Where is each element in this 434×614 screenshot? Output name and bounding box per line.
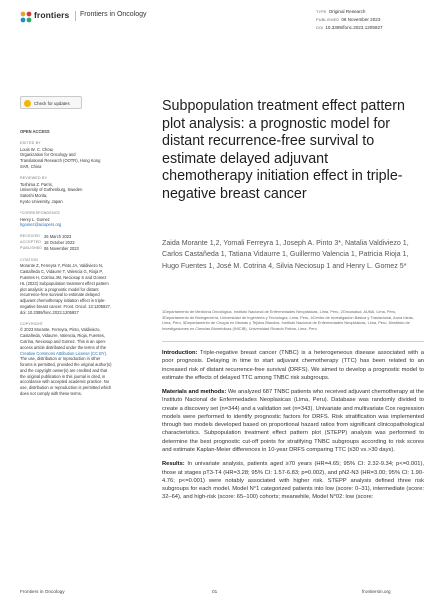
edited-by-line: SAR, China <box>20 163 42 169</box>
copyright-label: COPYRIGHT <box>20 321 44 326</box>
abstract-results: Results: In univariate analysis, patients aged ≥70 years (HR=4.65; 95% CI: 2.32-9.34; p<=0.001), those at stages pT3-T4 (HR=3.28; 95% CI: 1.57-6.83; p=0.002), and pN2-N3 (HR=3.00; 95% CI: 1.90-4.76; p<=0.001) were notably associated with higher risk. STEPP analysis defined three risk subgroups for each model. Model N°1 categorized patients into low (score: 0–31), intermediate (score: 32–64), and high-risk (score: 65–100) cohorts; meanwhile, Model N°02: low (score: <box>162 461 424 501</box>
abstract-introduction: Introduction: Triple-negative breast cancer (TNBC) is a heterogeneous disease associated with a poor prognosis. Delaying in time to start adjuvant chemotherapy (TTC) has been related to an increased risk of distant recurrence-free survival (DRFS). We aimed to develop a prognostic model to estimate the effects of delayed TTC among TNBC risk subgroups. <box>162 350 424 381</box>
correspondence-email-link[interactable]: hgomez@aciopers.org <box>20 222 62 228</box>
correspondence-name: Henry L. Gomez <box>20 216 50 222</box>
brand-divider <box>75 11 76 21</box>
reviewed-by-label: REVIEWED BY <box>20 175 48 180</box>
accepted-date: 18 October 2023 <box>44 239 75 245</box>
copyright-text: © 2023 Morante, Ferreyra, Pinto, Valdiviezo, Castañeda, Vidaurre, Valencia, Rioja, Fuentes, Cotrina, Neciosup and Gomez. This is an open-access article distributed under the terms of the Creative Commons Attribution License (CC BY). The use, distribution or reproduction in other forums is permitted, provided the original author(s) and the copyright owner(s) are credited and that the original publication in this journal is cited, in accordance with accepted academic practice. No use, distribution or reproduction is permitted which does not comply with these terms. <box>20 327 112 397</box>
open-access-label: OPEN ACCESS <box>20 129 50 134</box>
meta-published: PUBLISHED 06 November 2023 <box>316 17 381 23</box>
article-meta <box>316 8 426 33</box>
edited-by-line: Organization for Oncology and <box>20 152 76 158</box>
reviewed-by-line: Kyoto University, Japan <box>20 198 63 204</box>
page-footer <box>0 586 434 606</box>
published-date: 06 November 2023 <box>44 245 79 251</box>
article-title: Subpopulation treatment effect pattern plot analysis: a prognostic model for distant recurrence-free survival to estimate delayed adjuvant chemotherapy initiation effect in triple-negative breast cancer <box>162 98 405 202</box>
received-date: 26 March 2023 <box>44 234 72 240</box>
edited-by-line: Translational Research (OOTR), Hong Kong <box>20 158 101 164</box>
edited-by-line: Louis W. C. Chow, <box>20 146 54 152</box>
updates-label: Check for updates <box>34 100 70 106</box>
page-header <box>0 0 434 52</box>
check-for-updates-button[interactable] <box>20 96 82 109</box>
received-label: RECEIVED <box>20 234 40 239</box>
page-number: 01 <box>212 589 218 594</box>
affiliations: 1Departamento de Medicina Oncológica, Instituto Nacional de Enfermedades Neoplásicas, Lima, Peru, 2Oncosalud, AUNA, Lima, Peru, 3Departamento de Bioingeniería, Universidad de Ingeniería y Tecnología, Lima, Peru, 4Centro de Investigación Básica y Traslacional, Auna Ideas, Lima, Peru, 5Departamento de Cirugía en Mamas y Tejidos Blandos, Instituto Nacional de Enfermedades Neoplásicas, Lima, Peru, 6Instituto de Investigaciones en Ciencias Biomédicas (INICIB), Universidad Ricardo Palma, Lima, Peru <box>162 309 414 331</box>
meta-doi: DOI 10.3389/fonc.2023.1205927 <box>316 25 383 31</box>
footer-site-link[interactable]: frontiersin.org <box>362 589 391 594</box>
reviewed-by-line: Toshima Z. Parris, <box>20 181 53 187</box>
correspondence-label: *CORRESPONDENCE <box>20 210 61 215</box>
meta-type: TYPE Original Research <box>316 9 366 14</box>
sidebar-info <box>20 122 112 397</box>
journal-name: Frontiers in Oncology <box>80 11 147 18</box>
footer-journal: Frontiers in Oncology <box>20 589 65 594</box>
abstract-divider <box>162 341 424 342</box>
brand-name: frontiers <box>34 10 70 20</box>
abstract <box>162 349 424 508</box>
author-list: Zaida Morante 1,2, Yomali Ferreyra 1, Joseph A. Pinto 3*, Natalia Valdiviezo 1, Carlos Castañeda 1, Tatiana Vidaurre 1, Guillermo Valencia 1, Patricia Rioja 1, Hugo Fuentes 1, José M. Cotrina 4, Silvia Neciosup 1 and Henry L. Gomez 5* <box>162 239 409 270</box>
frontiers-logo-icon <box>20 11 32 23</box>
updates-icon <box>24 100 31 107</box>
abstract-methods: Materials and methods: We analyzed 687 TNBC patients who received adjuvant chemotherapy at the Instituto Nacional de Enfermedades Neoplasicas (Lima, Peru). Database was randomly divided to create a discovery set (n=344) and a validation set (n=343). Univariate and multivariate Cox regression models were performed to identify prognostic factors for DRFS. Risk stratification was implemented through two models developed based on proportional hazard ratios from significant clinicopathological characteristics. Subpopulation treatment effect pattern plot (STEPP) analysis was performed to determine the best prognostic cut-off points for stratifying TNBC subgroups according to risk scores and estimate Kaplan-Meier differences in 10-year DRFS comparing TTC (≤30 vs.>30 days). <box>162 389 424 453</box>
edited-by-label: EDITED BY <box>20 140 41 145</box>
license-link[interactable]: Creative Commons Attribution License (CC BY). <box>20 350 108 356</box>
published-row <box>20 246 112 252</box>
reviewed-by-line: University of Gothenburg, Sweden <box>20 187 83 193</box>
accepted-label: ACCEPTED <box>20 239 42 244</box>
citation-label: CITATION <box>20 257 38 262</box>
published-label: PUBLISHED <box>20 245 43 250</box>
reviewed-by-line: Satoshi Morita, <box>20 193 48 199</box>
citation-text: Morante Z, Ferreyra Y, Pinto JA, Valdiviezo N, Castañeda C, Vidaurre T, Valencia G, Rioja P, Fuentes H, Cotrina JM, Neciosup S and Gomez HL (2023) Subpopulation treatment effect pattern plot analysis: a prognostic model for distant recurrence-free survival to estimate delayed adjuvant chemotherapy initiation effect in triple-negative breast cancer. Front. Oncol. 13:1205927. doi: 10.3389/fonc.2023.1205927 <box>20 263 112 315</box>
